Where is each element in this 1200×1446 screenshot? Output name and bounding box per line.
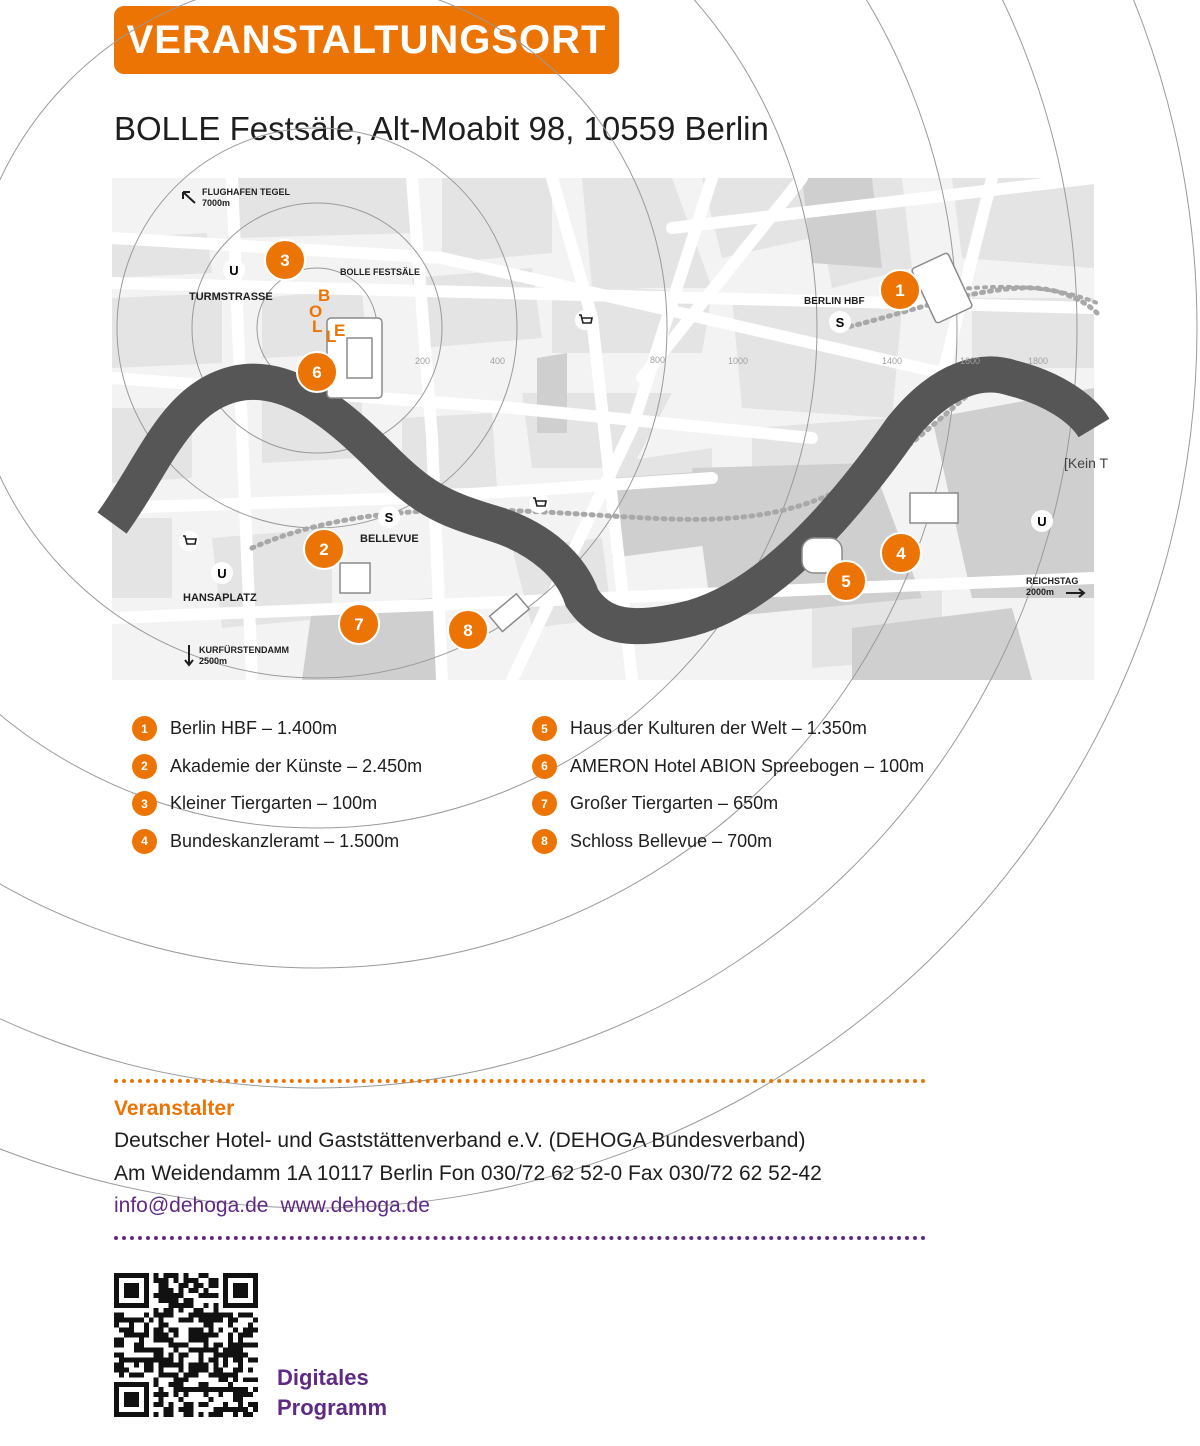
legend-label: Berlin HBF – 1.400m (170, 718, 338, 739)
map-marker-2[interactable] (304, 529, 344, 569)
legend-item (132, 785, 532, 823)
label-reichstag: REICHSTAG (1026, 576, 1079, 586)
venue-address: BOLLE Festsäle, Alt-Moabit 98, 10559 Berlin (114, 110, 769, 147)
shopping-cart-icon (179, 531, 199, 551)
qr-caption-line: Programm (277, 1395, 388, 1420)
map-marker-5[interactable] (826, 561, 866, 601)
legend-item (132, 710, 532, 748)
ring-label: 200 (415, 356, 431, 366)
sbahn-label: S (835, 315, 845, 330)
map-marker-1[interactable] (880, 270, 920, 310)
sbahn-label: S (384, 510, 394, 525)
legend-item (532, 748, 932, 786)
legend-item (132, 748, 532, 786)
label-reichstag-distance: 2000m (1026, 587, 1055, 597)
label-turmstrasse: TURMSTRASSE (189, 291, 273, 303)
email-link[interactable]: info@dehoga.de (114, 1194, 269, 1217)
divider-purple (114, 1236, 926, 1240)
svg-text:1: 1 (895, 281, 905, 300)
legend-label: Akademie der Künste – 2.450m (170, 755, 423, 776)
legend-label: Schloss Bellevue – 700m (570, 830, 773, 851)
label-flughafen-distance: 7000m (202, 198, 231, 208)
legend-number: 2 (132, 754, 157, 779)
label-kein: [Kein T (1064, 455, 1109, 471)
logo-letter: B (318, 286, 331, 305)
ubahn-label: U (229, 263, 239, 278)
legend-number: 1 (132, 716, 157, 741)
label-kurfuerstendamm: KURFÜRSTENDAMM (199, 645, 289, 655)
organizer-heading: Veranstalter (114, 1097, 235, 1120)
legend-number: 5 (532, 716, 557, 741)
svg-text:4: 4 (896, 544, 906, 563)
legend-number: 7 (532, 791, 557, 816)
map-marker-7[interactable] (339, 604, 379, 644)
legend-number: 3 (132, 791, 157, 816)
shopping-cart-icon (529, 493, 549, 513)
ring-label: 1800 (1028, 356, 1049, 366)
label-bellevue: BELLEVUE (360, 533, 419, 545)
legend-label: Haus der Kulturen der Welt – 1.350m (570, 718, 867, 739)
legend-item (132, 823, 532, 861)
svg-text:7: 7 (354, 615, 364, 634)
legend-label: Kleiner Tiergarten – 100m (170, 793, 378, 814)
legend-number: 6 (532, 754, 557, 779)
organizer-name: Deutscher Hotel- und Gaststättenverband e.V. (DEHOGA Bundesverband) (114, 1129, 806, 1152)
legend-label: AMERON Hotel ABION Spreebogen – 100m (570, 755, 925, 776)
logo-letter: L (326, 327, 337, 346)
website-link[interactable]: www.dehoga.de (280, 1194, 430, 1217)
ring-label: 800 (650, 355, 666, 365)
legend-item (532, 785, 932, 823)
legend-label: Großer Tiergarten – 650m (570, 793, 779, 814)
svg-text:2: 2 (319, 540, 329, 559)
section-banner: VERANSTALTUNGSORT (114, 6, 619, 74)
legend-item (532, 823, 932, 861)
organizer-contact (114, 1194, 430, 1218)
ubahn-label: U (1037, 514, 1047, 529)
label-bolle-festsaele: BOLLE FESTSÄLE (340, 267, 421, 277)
label-berlin-hbf: BERLIN HBF (804, 296, 865, 307)
logo-letter: E (334, 321, 346, 340)
ring-label: 1000 (728, 356, 749, 366)
label-flughafen: FLUGHAFEN TEGEL (202, 187, 290, 197)
logo-letter: L (312, 317, 323, 336)
legend-number: 8 (532, 829, 557, 854)
ring-label: 1400 (882, 356, 903, 366)
map-marker-4[interactable] (881, 533, 921, 573)
map-marker-6[interactable] (297, 352, 337, 392)
ubahn-label: U (217, 566, 227, 581)
shopping-cart-icon (575, 310, 595, 330)
divider-orange (114, 1079, 926, 1083)
svg-text:3: 3 (280, 251, 290, 270)
qr-caption (277, 1363, 387, 1423)
location-map (112, 178, 1109, 680)
svg-text:6: 6 (312, 363, 322, 382)
qr-caption-line: Digitales (277, 1365, 369, 1390)
map-legend-right (532, 710, 932, 860)
legend-item (532, 710, 932, 748)
label-kurfuerstendamm-distance: 2500m (199, 656, 228, 666)
qr-code[interactable] (114, 1273, 258, 1417)
svg-text:8: 8 (463, 621, 473, 640)
legend-number: 4 (132, 829, 157, 854)
organizer-address: Am Weidendamm 1A 10117 Berlin Fon 030/72 62 52-0 Fax 030/72 62 52-42 (114, 1162, 822, 1185)
map-marker-8[interactable] (448, 610, 488, 650)
logo-letter: O (309, 302, 323, 321)
legend-label: Bundeskanzleramt – 1.500m (170, 830, 400, 851)
map-marker-3[interactable] (265, 240, 305, 280)
ring-label: 1600 (960, 356, 981, 366)
ring-label: 400 (490, 356, 506, 366)
map-legend-left (132, 710, 532, 860)
label-hansaplatz: HANSAPLATZ (183, 592, 257, 604)
svg-text:5: 5 (841, 572, 851, 591)
